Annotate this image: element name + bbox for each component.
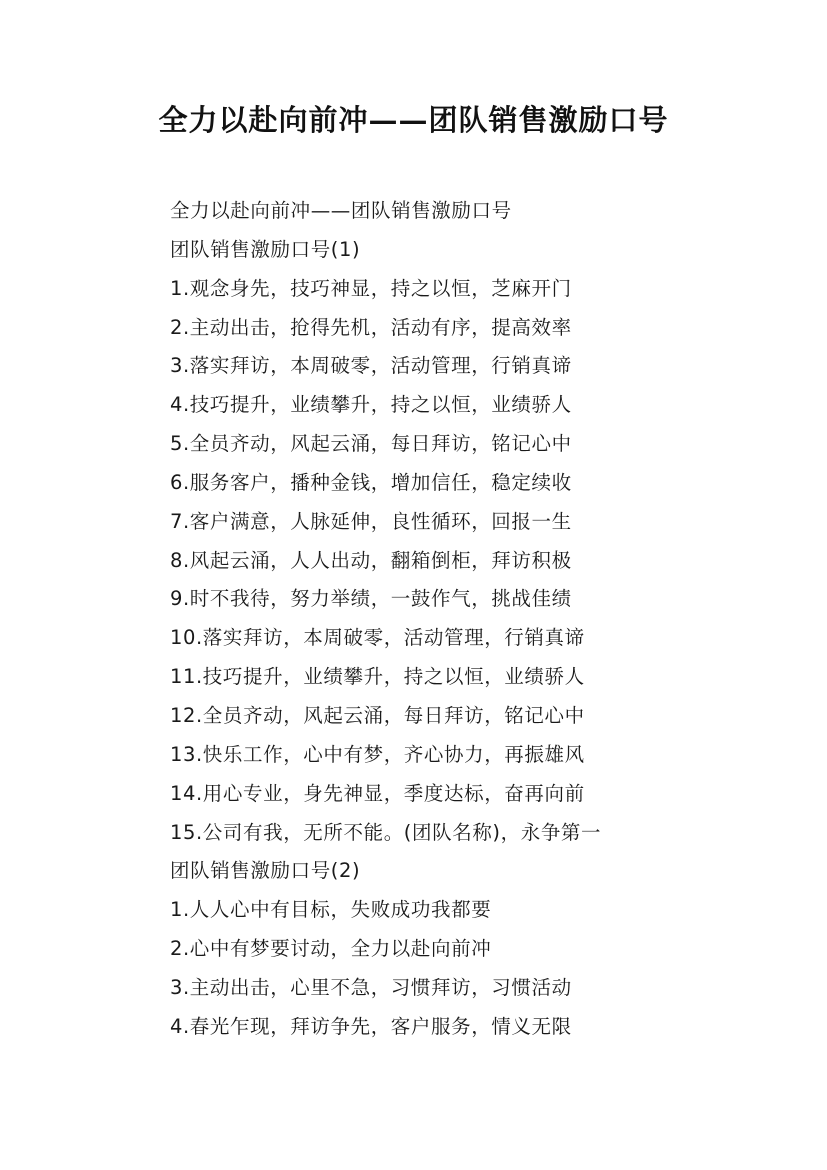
slogan-item: 12.全员齐动，风起云涌，每日拜访，铭记心中 [170, 703, 585, 727]
slogan-item: 2.主动出击，抢得先机，活动有序，提高效率 [170, 315, 572, 339]
body-line: 全力以赴向前冲——团队销售激励口号 [170, 199, 512, 222]
slogan-item: 4.春光乍现，拜访争先，客户服务，情义无限 [170, 1014, 572, 1038]
slogan-item: 15.公司有我，无所不能。(团队名称)，永争第一 [170, 820, 602, 844]
document-title: 全力以赴向前冲——团队销售激励口号 [158, 103, 669, 137]
slogan-item: 4.技巧提升，业绩攀升，持之以恒，业绩骄人 [170, 393, 572, 417]
slogan-item: 6.服务客户，播种金钱，增加信任，稳定续收 [170, 470, 572, 494]
slogan-item: 11.技巧提升，业绩攀升，持之以恒，业绩骄人 [170, 665, 585, 689]
section-heading: 团队销售激励口号(2) [170, 859, 361, 883]
slogan-item: 1.人人心中有目标，失败成功我都要 [170, 898, 492, 922]
slogan-item: 14.用心专业，身先神显，季度达标，奋再向前 [170, 781, 585, 805]
slogan-item: 9.时不我待，努力举绩，一鼓作气，挑战佳绩 [170, 587, 572, 611]
slogan-item: 8.风起云涌，人人出动，翻箱倒柜，拜访积极 [170, 548, 572, 572]
slogan-item: 10.落实拜访，本周破零，活动管理，行销真谛 [170, 626, 585, 650]
section-heading: 团队销售激励口号(1) [170, 237, 361, 261]
slogan-item: 7.客户满意，人脉延伸，良性循环，回报一生 [170, 509, 572, 533]
slogan-item: 3.落实拜访，本周破零，活动管理，行销真谛 [170, 354, 572, 378]
slogan-item: 2.心中有梦要讨动，全力以赴向前冲 [170, 937, 492, 961]
slogan-item: 1.观念身先，技巧神显，持之以恒，芝麻开门 [170, 276, 572, 300]
slogan-item: 13.快乐工作，心中有梦，齐心协力，再振雄风 [170, 742, 585, 766]
slogan-item: 5.全员齐动，风起云涌，每日拜访，铭记心中 [170, 432, 572, 456]
slogan-item: 3.主动出击，心里不急，习惯拜访，习惯活动 [170, 975, 572, 999]
document-body [170, 192, 790, 1047]
